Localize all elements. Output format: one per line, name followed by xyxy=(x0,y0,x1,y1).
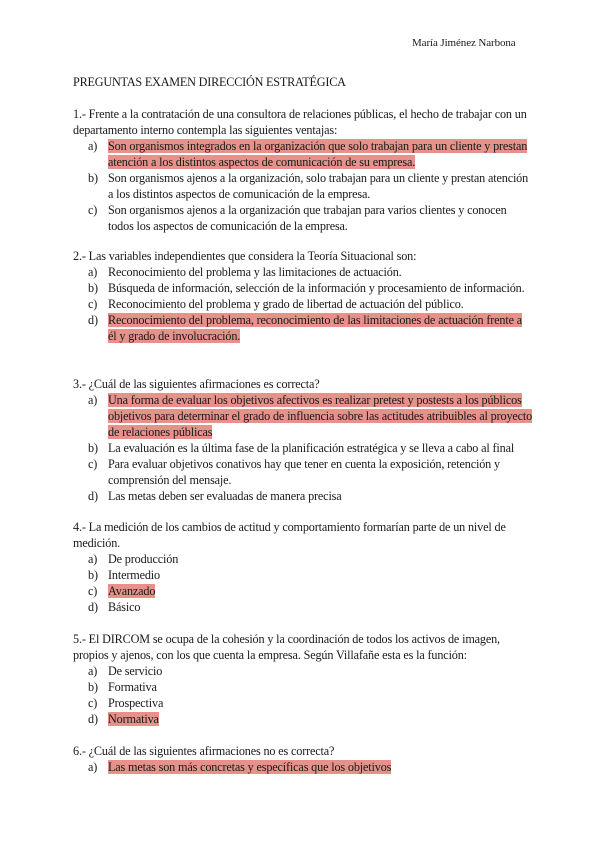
option-text: Son organismos ajenos a la organización que trabajan para varios clientes y conocen todos los aspectos de comunicación de la empresa. xyxy=(108,203,507,233)
option-a xyxy=(73,551,533,567)
question-5 xyxy=(73,631,533,727)
question-stem: 4.- La medición de los cambios de actitud y comportamiento formarían parte de un nivel de medición. xyxy=(73,520,506,550)
option-d xyxy=(73,599,533,615)
option-a xyxy=(73,138,533,170)
option-c xyxy=(73,695,533,711)
option-d xyxy=(73,711,533,727)
option-text: Las metas deben ser evaluadas de manera precisa xyxy=(108,489,342,503)
question-4 xyxy=(73,519,533,615)
option-letter: c) xyxy=(88,457,98,471)
question-stem: 5.- El DIRCOM se ocupa de la cohesión y la coordinación de todos los activos de imagen, propios y ajenos, con los que cuenta la empresa. Según Villafañe esta es la función: xyxy=(73,632,500,662)
option-c xyxy=(73,456,533,488)
option-text: Una forma de evaluar los objetivos afectivos es realizar pretest y postests a los públicos objetivos para determinar el grado de influencia sobre las actitudes atribuibles al proyecto de relaciones públicas xyxy=(108,393,533,439)
option-text: Las metas son más concretas y específicas que los objetivos xyxy=(108,760,392,774)
question-6 xyxy=(73,743,533,775)
option-b xyxy=(73,280,533,296)
option-letter: b) xyxy=(88,568,98,582)
option-text: Básico xyxy=(108,600,141,614)
option-a xyxy=(73,663,533,679)
option-b xyxy=(73,170,533,202)
question-stem: 3.- ¿Cuál de las siguientes afirmaciones es correcta? xyxy=(73,377,320,391)
question-stem: 1.- Frente a la contratación de una consultora de relaciones públicas, el hecho de trabajar con un departamento interno contempla las siguientes ventajas: xyxy=(73,107,527,137)
option-a xyxy=(73,392,533,440)
option-text: Para evaluar objetivos conativos hay que tener en cuenta la exposición, retención y comprensión del mensaje. xyxy=(108,457,500,487)
option-letter: a) xyxy=(88,760,98,774)
author-name: María Jiménez Narbona xyxy=(412,37,516,49)
option-text: Intermedio xyxy=(108,568,160,582)
question-stem: 2.- Las variables independientes que considera la Teoría Situacional son: xyxy=(73,249,417,263)
option-text: Reconocimiento del problema y las limitaciones de actuación. xyxy=(108,265,402,279)
option-letter: b) xyxy=(88,680,98,694)
option-text: La evaluación es la última fase de la planificación estratégica y se lleva a cabo al final xyxy=(108,441,515,455)
option-letter: c) xyxy=(88,297,98,311)
option-letter: c) xyxy=(88,696,98,710)
option-list xyxy=(73,264,533,344)
option-text: Son organismos ajenos a la organización, solo trabajan para un cliente y prestan atención a los distintos aspectos de comunicación de la empresa. xyxy=(108,171,529,201)
option-c xyxy=(73,296,533,312)
option-text: De servicio xyxy=(108,664,163,678)
option-c xyxy=(73,583,533,599)
option-c xyxy=(73,202,533,234)
option-letter: d) xyxy=(88,600,98,614)
option-a xyxy=(73,264,533,280)
option-letter: c) xyxy=(88,203,98,217)
option-letter: d) xyxy=(88,313,98,327)
document-title: PREGUNTAS EXAMEN DIRECCIÓN ESTRATÉGICA xyxy=(73,75,346,89)
option-letter: d) xyxy=(88,489,98,503)
option-a xyxy=(73,759,533,775)
option-letter: b) xyxy=(88,281,98,295)
option-letter: a) xyxy=(88,664,98,678)
option-text: Reconocimiento del problema, reconocimiento de las limitaciones de actuación frente a él y grado de involucración. xyxy=(108,313,522,343)
option-text: Prospectiva xyxy=(108,696,164,710)
option-letter: a) xyxy=(88,552,98,566)
option-letter: a) xyxy=(88,139,98,153)
question-stem: 6.- ¿Cuál de las siguientes afirmaciones no es correcta? xyxy=(73,744,335,758)
option-d xyxy=(73,312,533,344)
option-text: Normativa xyxy=(108,712,159,726)
option-list xyxy=(73,663,533,727)
option-text: Avanzado xyxy=(108,584,156,598)
question-1 xyxy=(73,106,533,234)
option-letter: b) xyxy=(88,441,98,455)
option-text: Búsqueda de información, selección de la información y procesamiento de información. xyxy=(108,281,525,295)
option-list xyxy=(73,392,533,504)
option-list xyxy=(73,138,533,234)
option-b xyxy=(73,567,533,583)
option-b xyxy=(73,440,533,456)
option-text: De producción xyxy=(108,552,179,566)
option-letter: d) xyxy=(88,712,98,726)
option-list xyxy=(73,551,533,615)
option-b xyxy=(73,679,533,695)
question-2 xyxy=(73,248,533,344)
option-letter: a) xyxy=(88,393,98,407)
question-3 xyxy=(73,376,533,504)
option-list xyxy=(73,759,533,775)
option-text: Formativa xyxy=(108,680,157,694)
option-d xyxy=(73,488,533,504)
option-letter: b) xyxy=(88,171,98,185)
option-text: Reconocimiento del problema y grado de libertad de actuación del público. xyxy=(108,297,464,311)
option-text: Son organismos integrados en la organización que solo trabajan para un cliente y prestan atención a los distintos aspectos de comunicación de su empresa. xyxy=(108,139,528,169)
option-letter: c) xyxy=(88,584,98,598)
option-letter: a) xyxy=(88,265,98,279)
